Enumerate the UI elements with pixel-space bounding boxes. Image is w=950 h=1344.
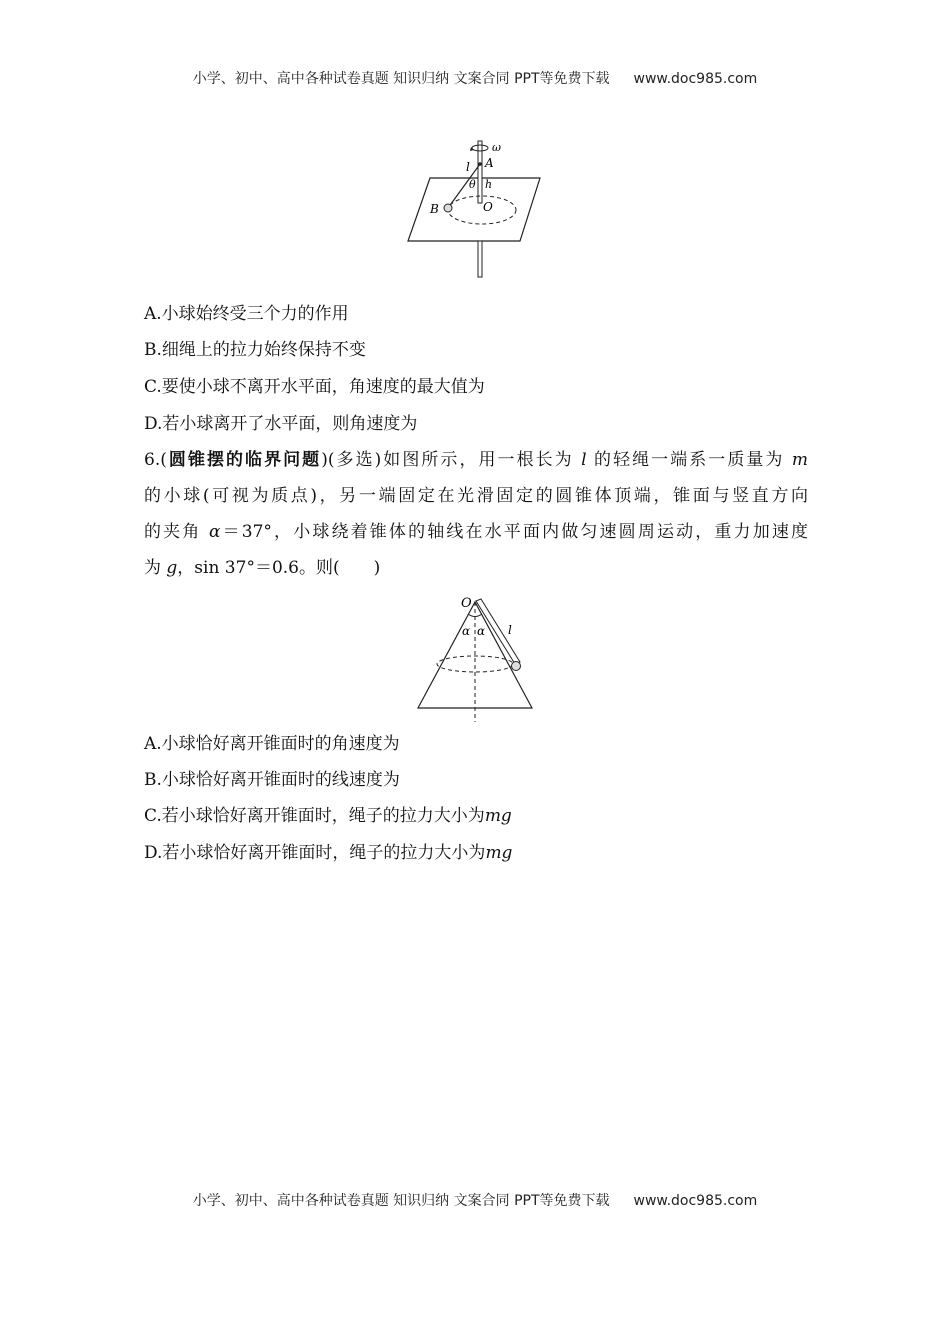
q6-row3-a: 的夹角 bbox=[144, 522, 209, 542]
point-a-label: A bbox=[485, 156, 494, 170]
q6-var-l: l bbox=[581, 450, 587, 470]
rod-top bbox=[478, 141, 482, 203]
q5-option-b[interactable]: B.细绳上的拉力始终保持不变 bbox=[144, 340, 366, 360]
q6-row1-text: 如图所示，用一根长为 bbox=[381, 450, 582, 470]
figure-rotating-rod bbox=[400, 138, 550, 280]
q6-row-4 bbox=[144, 550, 808, 586]
length-l-label: l bbox=[466, 160, 470, 174]
figure-cone-pendulum bbox=[410, 592, 540, 726]
q6-type: )(多选) bbox=[321, 450, 382, 470]
q5-option-a[interactable]: A.小球始终受三个力的作用 bbox=[144, 304, 349, 324]
q6-var-alpha: α bbox=[209, 522, 221, 542]
alpha-right-label: α bbox=[477, 624, 486, 638]
q6-tag: 圆锥摆的临界问题 bbox=[166, 450, 322, 470]
q6-row-2: 的小球(可视为质点)，另一端固定在光滑固定的圆锥体顶端，锥面与竖直方向 bbox=[144, 486, 808, 506]
q6-option-d[interactable] bbox=[144, 843, 512, 863]
header-site[interactable]: www.doc985.com bbox=[633, 71, 758, 87]
q6-row3-b: ＝37°，小球绕着锥体的轴线在水平面内做匀速圆周运动，重力加速度 bbox=[220, 522, 808, 542]
omega-label: ω bbox=[492, 141, 501, 154]
ball bbox=[512, 662, 521, 671]
q6-option-c[interactable] bbox=[144, 806, 512, 826]
theta-label: θ bbox=[469, 178, 476, 191]
footer-text: 小学、初中、高中各种试卷真题 知识归纳 文案合同 PPT等免费下载 bbox=[192, 1193, 610, 1209]
h-label: h bbox=[485, 178, 493, 191]
q6-number: 6.( bbox=[144, 450, 167, 470]
footer-site[interactable]: www.doc985.com bbox=[633, 1193, 758, 1209]
header-text: 小学、初中、高中各种试卷真题 知识归纳 文案合同 PPT等免费下载 bbox=[192, 71, 610, 87]
q6-option-d-var: mg bbox=[485, 843, 513, 863]
q6-row1-text2: 的轻绳一端系一质量为 bbox=[586, 450, 792, 470]
question-6 bbox=[144, 442, 808, 586]
q6-row-1 bbox=[144, 442, 808, 478]
point-o-label: O bbox=[483, 200, 493, 214]
q6-var-m: m bbox=[791, 450, 809, 470]
q6-row4-b: ，sin 37°＝0.6。则( ) bbox=[177, 558, 381, 578]
q5-option-c[interactable]: C.要使小球不离开水平面，角速度的最大值为 bbox=[144, 377, 485, 397]
point-b-label: B bbox=[430, 202, 439, 216]
angle-arc bbox=[468, 614, 482, 617]
q5-option-d[interactable]: D.若小球离开了水平面，则角速度为 bbox=[144, 414, 418, 434]
page-footer bbox=[0, 1190, 950, 1210]
alpha-left-label: α bbox=[462, 624, 471, 638]
q6-option-d-text: D.若小球恰好离开锥面时，绳子的拉力大小为 bbox=[144, 843, 486, 863]
q6-option-a[interactable]: A.小球恰好离开锥面时的角速度为 bbox=[144, 734, 400, 754]
q6-option-c-var: mg bbox=[484, 806, 512, 826]
point-o-label: O bbox=[461, 596, 472, 611]
rod-bottom bbox=[478, 241, 482, 277]
q6-option-b[interactable]: B.小球恰好离开锥面时的线速度为 bbox=[144, 770, 400, 790]
q6-row-3 bbox=[144, 514, 808, 550]
page-header bbox=[0, 68, 950, 88]
q6-row4-a: 为 bbox=[144, 558, 167, 578]
length-l-label: l bbox=[508, 623, 512, 637]
ball bbox=[444, 204, 452, 212]
q6-var-g: g bbox=[166, 558, 178, 578]
q6-option-c-text: C.若小球恰好离开锥面时，绳子的拉力大小为 bbox=[144, 806, 485, 826]
